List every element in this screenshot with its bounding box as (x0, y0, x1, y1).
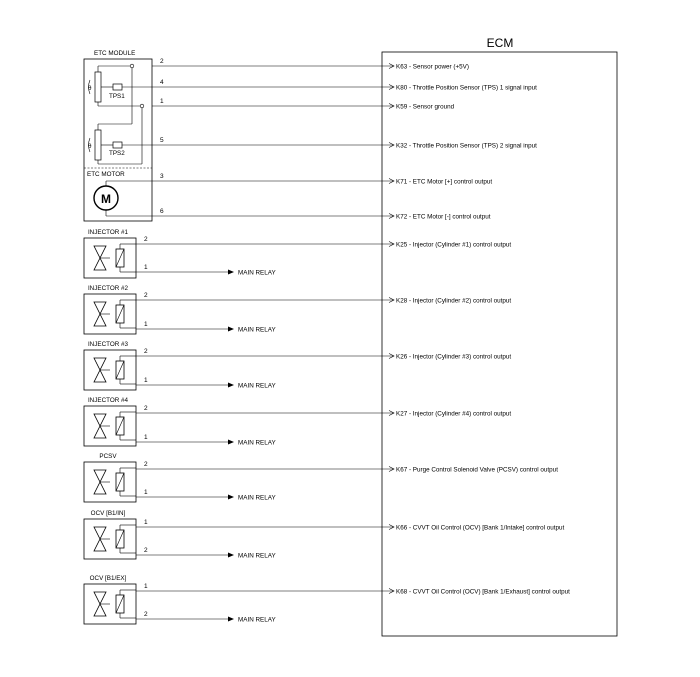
splice-dot (130, 64, 134, 68)
ecm-terminal-label: K67 - Purge Control Solenoid Valve (PCSV) control output (396, 466, 558, 474)
component-label: PCSV (99, 453, 117, 460)
splice-dot (140, 104, 144, 108)
arrow-right-icon (228, 440, 234, 445)
ecm-terminal-label: K27 - Injector (Cylinder #4) control output (396, 410, 512, 418)
ecm-wire (136, 348, 511, 360)
relay-pin-number: 1 (144, 264, 148, 271)
component-label: INJECTOR #4 (87, 397, 129, 404)
solenoid-component (84, 397, 276, 447)
ecm-terminal-label: K80 - Throttle Position Sensor (TPS) 1 signal input (396, 84, 537, 92)
wire-pin-number: 2 (144, 348, 148, 355)
main-relay-label: MAIN RELAY (238, 326, 276, 334)
ecm-terminal-label: K71 - ETC Motor [+] control output (396, 178, 493, 186)
wire-pin-number: 2 (144, 236, 148, 243)
tps2-label: TPS2 (109, 150, 125, 157)
ecm-wire (136, 292, 511, 304)
component-label: OCV [B1/EX] (89, 575, 127, 582)
etc-motor-label: ETC MOTOR (87, 171, 125, 178)
main-relay-label: MAIN RELAY (238, 439, 276, 447)
wire-pin-number: 4 (160, 79, 164, 86)
ecm-wire (152, 58, 469, 70)
ecm-terminal-label: K26 - Injector (Cylinder #3) control output (396, 353, 512, 361)
tps1-label: TPS1 (109, 93, 125, 100)
wire-pin-number: 6 (160, 208, 164, 215)
wire-pin-number: 2 (144, 292, 148, 299)
main-relay-label: MAIN RELAY (238, 616, 276, 624)
relay-pin-number: 1 (144, 489, 148, 496)
ecm-wire (136, 583, 570, 595)
main-relay-label: MAIN RELAY (238, 552, 276, 560)
ecm-title: ECM (486, 36, 514, 50)
component-label: OCV [B1/IN] (90, 510, 126, 517)
ecm-terminal-label: K66 - CVVT Oil Control (OCV) [Bank 1/Intake] control output (396, 524, 565, 532)
ecm-wire (152, 137, 537, 149)
arrow-right-icon (228, 553, 234, 558)
relay-pin-number: 2 (144, 547, 148, 554)
ecm-wire (136, 236, 511, 248)
etc-module (84, 50, 152, 221)
tps2-sensor (88, 124, 152, 164)
solenoid-component (84, 453, 276, 502)
ecm-terminal-label: K28 - Injector (Cylinder #2) control output (396, 297, 512, 305)
ecm-wire (152, 173, 492, 185)
component-label: INJECTOR #2 (87, 285, 129, 292)
component-label: INJECTOR #3 (87, 341, 129, 348)
arrow-right-icon (228, 327, 234, 332)
solenoid-component (84, 229, 276, 278)
ecm-terminal-label: K25 - Injector (Cylinder #1) control output (396, 241, 512, 249)
component-label: INJECTOR #1 (87, 229, 129, 236)
svg-text:θ: θ (88, 85, 92, 92)
arrow-right-icon (228, 383, 234, 388)
solenoid-component (84, 510, 276, 560)
arrow-right-icon (228, 617, 234, 622)
main-relay-label: MAIN RELAY (238, 494, 276, 502)
ecm-box (382, 36, 617, 636)
ecm-terminal-label: K32 - Throttle Position Sensor (TPS) 2 signal input (396, 142, 537, 150)
wire-pin-number: 3 (160, 173, 164, 180)
main-relay-label: MAIN RELAY (238, 269, 276, 277)
ecm-terminal-label: K59 - Sensor ground (396, 103, 455, 111)
arrow-right-icon (228, 270, 234, 275)
wire-pin-number: 2 (144, 461, 148, 468)
relay-pin-number: 1 (144, 434, 148, 441)
relay-pin-number: 1 (144, 321, 148, 328)
ecm-wire (152, 98, 455, 110)
relay-pin-number: 1 (144, 377, 148, 384)
etc-module-label: ETC MODULE (94, 50, 136, 57)
wire-pin-number: 2 (144, 405, 148, 412)
ecm-wire (152, 79, 537, 91)
ecm-wire (136, 405, 511, 417)
ecm-wire (152, 208, 491, 220)
solenoid-component (84, 285, 276, 334)
ecm-wire (136, 519, 564, 531)
ecm-terminal-label: K72 - ETC Motor [-] control output (396, 213, 491, 221)
solenoid-component (84, 341, 276, 390)
wire-pin-number: 1 (160, 98, 164, 105)
relay-pin-number: 2 (144, 611, 148, 618)
main-relay-label: MAIN RELAY (238, 382, 276, 390)
ecm-wire (136, 461, 558, 473)
ecm-terminal-label: K63 - Sensor power (+5V) (396, 63, 469, 71)
solenoid-component (84, 575, 276, 624)
arrow-right-icon (228, 495, 234, 500)
motor-symbol: M (101, 192, 111, 206)
wire-pin-number: 5 (160, 137, 164, 144)
wire-pin-number: 1 (144, 583, 148, 590)
svg-text:θ: θ (88, 143, 92, 150)
wire-pin-number: 2 (160, 58, 164, 65)
ecm-terminal-label: K68 - CVVT Oil Control (OCV) [Bank 1/Exhaust] control output (396, 588, 570, 596)
wire-pin-number: 1 (144, 519, 148, 526)
tps1-sensor (88, 66, 152, 106)
